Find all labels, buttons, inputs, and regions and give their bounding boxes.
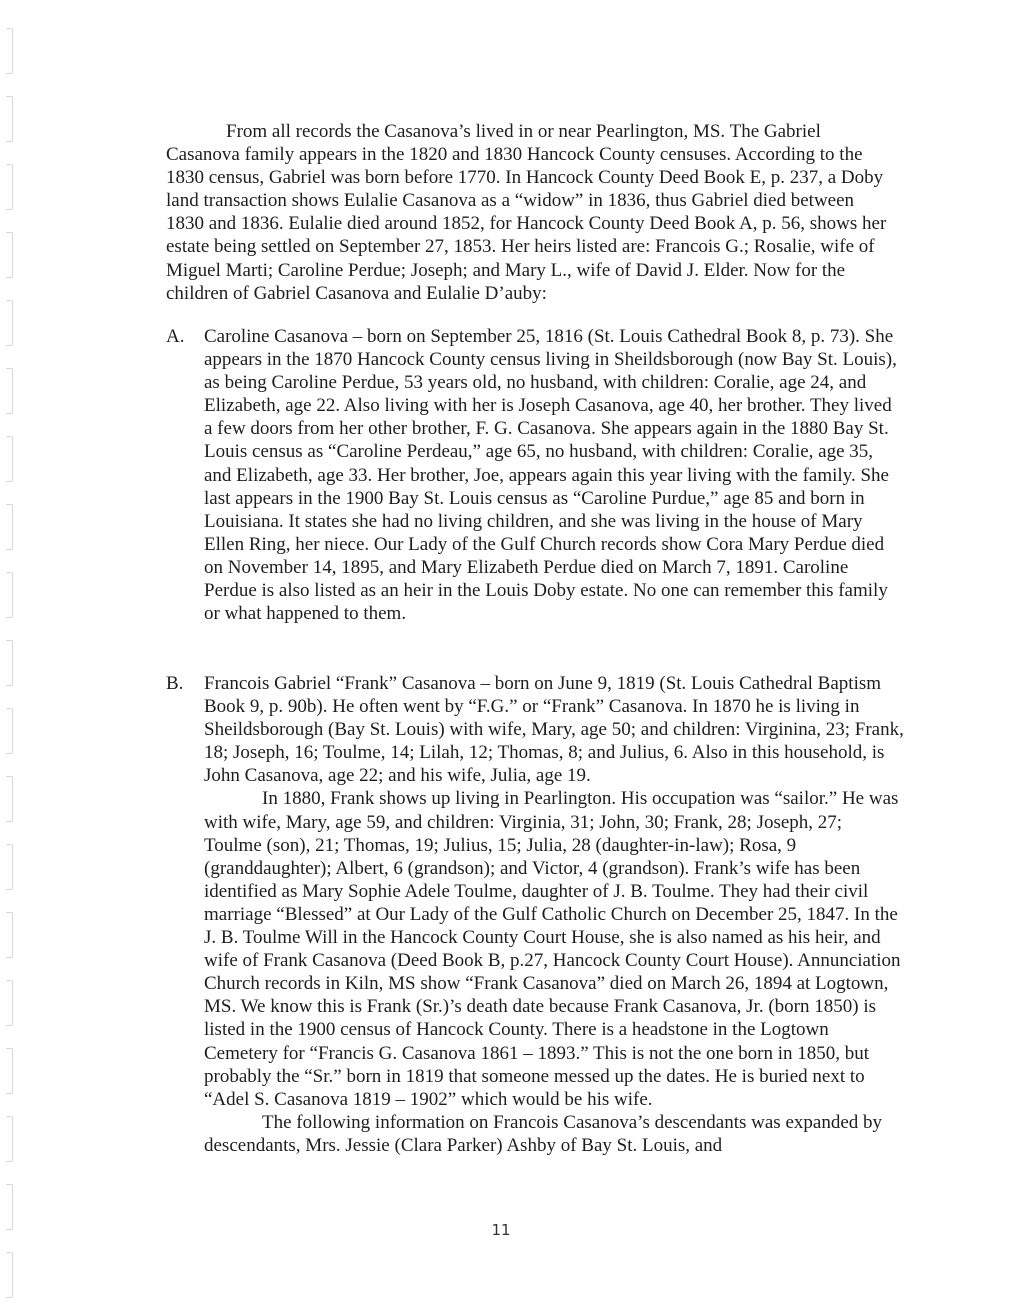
entry-paragraph: The following information on Francois Casanova’s descendants was expanded by descendants, Mrs. Jessie (Clara Parker) Ashby of Bay St. Louis, and — [204, 1111, 882, 1156]
entry-paragraph: Francois Gabriel “Frank” Casanova – born on June 9, 1819 (St. Louis Cathedral Baptism Book 9, p. 90b). He often went by “F.G.” or “Frank” Casanova. In 1870 he is living in Sheildsborough (Bay St. Louis) with wife, Mary, age 50; and children: Virginina, 23; Frank, 18; Joseph, 16; Toulme, 14; Lilah, 12; Thomas, 8; and Julius, 6. Also in this household, is John Casanova, age 22; and his wife, Julia, age 19. — [204, 673, 904, 787]
entry-body — [204, 325, 904, 625]
entry-body — [204, 672, 904, 1157]
intro-paragraph: From all records the Casanova’s lived in or near Pearlington, MS. The Gabriel Casanova family appears in the 1820 and 1830 Hancock County censuses. According to the 1830 census, Gabriel was born before 1770. In Hancock County Deed Book E, p. 237, a Doby land transaction shows Eulalie Casanova as a “widow” in 1836, thus Gabriel died between 1830 and 1836. Eulalie died around 1852, for Hancock County Deed Book A, p. 56, shows her estate being settled on September 27, 1853. Her heirs listed are: Francois G.; Rosalie, wife of Miguel Marti; Caroline Perdue; Joseph; and Mary L., wife of David J. Elder. Now for the children of Gabriel Casanova and Eulalie D’auby: — [166, 121, 887, 304]
child-entry-b — [166, 672, 906, 1157]
entry-letter: B. — [166, 673, 184, 694]
entry-paragraph: Caroline Casanova – born on September 25, 1816 (St. Louis Cathedral Book 8, p. 73). She appears in the 1870 Hancock County census living in Sheildsborough (now Bay St. Louis), as being Caroline Perdue, 53 years old, no husband, with children: Coralie, age 24, and Elizabeth, age 22. Also living with her is Joseph Casanova, age 40, her brother. They lived a few doors from her other brother, F. G. Casanova. She appears again in the 1880 Bay St. Louis census as “Caroline Perdeau,” age 65, no husband, with children: Coralie, age 35, and Elizabeth, age 33. Her brother, Joe, appears again this year living with the family. She last appears in the 1900 Bay St. Louis census as “Caroline Purdue,” age 85 and born in Louisiana. It states she had no living children, and she was living in the house of Mary Ellen Ring, her niece. Our Lady of the Gulf Church records show Cora Mary Perdue died on November 14, 1895, and Mary Elizabeth Perdue died on March 7, 1891. Caroline Perdue is also listed as an heir in the Louis Doby estate. No one can remember this family or what happened to them. — [204, 326, 897, 625]
child-entry-a — [166, 325, 906, 625]
entry-paragraph: In 1880, Frank shows up living in Pearlington. His occupation was “sailor.” He was with wife, Mary, age 59, and children: Virginia, 31; John, 30; Frank, 28; Joseph, 27; Toulme (son), 21; Thomas, 19; Julius, 15; Julia, 28 (daughter-in-law); Rosa, 9 (granddaughter); Albert, 6 (grandson); and Victor, 4 (grandson). Frank’s wife has been identified as Mary Sophie Adele Toulme, daughter of J. B. Toulme. They had their civil marriage “Blessed” at Our Lady of the Gulf Catholic Church on December 25, 1847. In the J. B. Toulme Will in the Hancock County Court House, she is also named as his heir, and wife of Frank Casanova (Deed Book B, p.27, Hancock County Court House). Annunciation Church records in Kiln, MS show “Frank Casanova” died on March 26, 1894 at Logtown, MS. We know this is Frank (Sr.)’s death date because Frank Casanova, Jr. (born 1850) is listed in the 1900 census of Hancock County. There is a headstone in the Logtown Cemetery for “Francis G. Casanova 1861 – 1893.” This is not the one born in 1850, but probably the “Sr.” born in 1819 that someone messed up the dates. He is buried next to “Adel S. Casanova 1819 – 1902” which would be his wife. — [204, 788, 901, 1110]
page-number: 11 — [491, 1221, 511, 1239]
entry-letter: A. — [166, 326, 185, 347]
